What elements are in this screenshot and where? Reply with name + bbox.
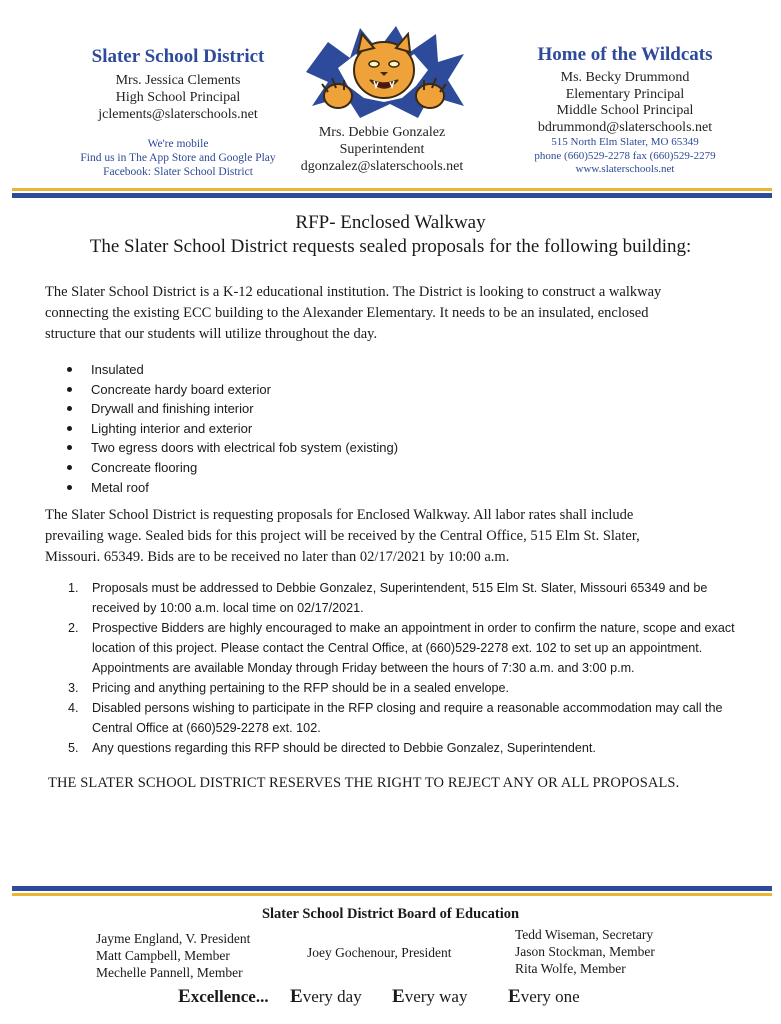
intro-line: connecting the existing ECC building to the Alexander Elementary. It needs to be an insulated, enclosed bbox=[45, 305, 649, 321]
list-item: Drywall and finishing interior bbox=[67, 399, 467, 419]
district-address: 515 North Elm Slater, MO 65349 bbox=[551, 136, 699, 148]
board-title: Slater School District Board of Education bbox=[261, 906, 520, 922]
bullet-icon bbox=[67, 445, 72, 450]
list-item: Concreate flooring bbox=[67, 458, 467, 478]
header-left-block bbox=[58, 46, 298, 179]
bullet-icon bbox=[67, 465, 72, 470]
bullet-icon bbox=[67, 367, 72, 372]
motto-every-one: Every one bbox=[508, 986, 580, 1007]
hs-principal-email: jclements@slaterschools.net bbox=[98, 107, 258, 122]
list-item: Concreate hardy board exterior bbox=[67, 380, 467, 400]
request-line: The Slater School District is requesting proposals for Enclosed Walkway. All labor rates shall include bbox=[45, 507, 634, 523]
board-member: Rita Wolfe, Member bbox=[515, 961, 626, 976]
request-line: Missouri. 65349. Bids are to be received no later than 02/17/2021 by 10:00 a.m. bbox=[45, 549, 510, 565]
request-line: prevailing wage. Sealed bids for this project will be received by the Central Office, 515 Elm St. Slater, bbox=[45, 528, 640, 544]
bullet-icon bbox=[67, 426, 72, 431]
motto-every-day: Every day bbox=[290, 986, 362, 1007]
reservation-statement: THE SLATER SCHOOL DISTRICT RESERVES THE RIGHT TO REJECT ANY OR ALL PROPOSALS. bbox=[48, 775, 680, 791]
list-item: Insulated bbox=[67, 360, 467, 380]
header-right-block bbox=[500, 44, 750, 177]
board-member: Mechelle Pannell, Member bbox=[96, 965, 243, 980]
list-item: 4. Disabled persons wishing to participate in the RFP closing and require a reasonable accommodation may call the Central Office at (660)529-2278 ext. 102. bbox=[68, 701, 723, 735]
app-store-note: Find us in The App Store and Google Play bbox=[80, 152, 276, 164]
hs-principal-name: Mrs. Jessica Clements bbox=[115, 73, 241, 88]
board-right-column bbox=[515, 926, 735, 977]
superintendent-name: Mrs. Debbie Gonzalez bbox=[318, 125, 446, 140]
home-of-wildcats: Home of the Wildcats bbox=[537, 44, 713, 65]
list-item: 5. Any questions regarding this RFP should be directed to Debbie Gonzalez, Superintendent. bbox=[68, 741, 596, 755]
intro-paragraph bbox=[45, 282, 745, 345]
header-divider bbox=[12, 188, 772, 198]
mobile-note: We're mobile bbox=[147, 138, 209, 150]
elem-principal-name: Ms. Becky Drummond bbox=[560, 70, 690, 85]
motto-excellence: Excellence... bbox=[178, 986, 269, 1007]
list-item: 1. Proposals must be addressed to Debbie Gonzalez, Superintendent, 515 Elm St. Slater, Missouri 65349 and be received by 10:00 a.m. local time on 02/17/2021. bbox=[68, 581, 708, 615]
board-member: Jayme England, V. President bbox=[96, 931, 251, 946]
district-website: www.slaterschools.net bbox=[575, 163, 675, 175]
bullet-icon bbox=[67, 387, 72, 392]
wildcat-logo-icon bbox=[298, 24, 468, 120]
board-left-column bbox=[96, 930, 316, 981]
board-member: Jason Stockman, Member bbox=[515, 944, 655, 959]
request-paragraph bbox=[45, 505, 745, 568]
bullet-icon bbox=[67, 406, 72, 411]
elem-principal-email: bdrummond@slaterschools.net bbox=[537, 119, 713, 135]
district-name: Slater School District bbox=[91, 46, 265, 67]
motto-every-way: Every way bbox=[392, 986, 468, 1007]
hs-principal-title: High School Principal bbox=[115, 90, 241, 105]
rfp-subtitle: The Slater School District requests sealed proposals for the following building: bbox=[89, 236, 692, 257]
elem-principal-title: Elementary Principal bbox=[565, 86, 685, 102]
conditions-list bbox=[68, 578, 748, 758]
superintendent-title: Superintendent bbox=[339, 142, 425, 157]
board-member: Tedd Wiseman, Secretary bbox=[515, 927, 654, 942]
rfp-title: RFP- Enclosed Walkway bbox=[295, 212, 486, 233]
superintendent-email: dgonzalez@slaterschools.net bbox=[300, 159, 464, 174]
list-item: 3. Pricing and anything pertaining to the RFP should be in a sealed envelope. bbox=[68, 681, 510, 695]
intro-line: The Slater School District is a K-12 educational institution. The District is looking to construct a walkway bbox=[45, 284, 662, 300]
list-item: Two egress doors with electrical fob system (existing) bbox=[67, 438, 467, 458]
list-item: Lighting interior and exterior bbox=[67, 419, 467, 439]
district-phone: phone (660)529-2278 fax (660)529-2279 bbox=[534, 149, 716, 162]
feature-list bbox=[67, 360, 467, 497]
footer-divider bbox=[12, 886, 772, 896]
facebook-note: Facebook: Slater School District bbox=[103, 166, 253, 178]
bullet-icon bbox=[67, 485, 72, 490]
intro-line: structure that our students will utilize throughout the day. bbox=[45, 326, 378, 342]
list-item: Metal roof bbox=[67, 478, 467, 498]
board-member: Matt Campbell, Member bbox=[96, 948, 230, 963]
header-middle-block bbox=[292, 124, 472, 175]
list-item: 2. Prospective Bidders are highly encouraged to make an appointment in order to confirm the nature, scope and exact location of this project. Please contact the Central Office, at (660)529-2278 ext. 102 to set up an appointment. Appointments are available Monday through Friday between the hours of 7:30 a.m. and 3:00 p.m. bbox=[68, 621, 735, 675]
board-president: Joey Gochenour, President bbox=[307, 945, 452, 960]
ms-principal-title: Middle School Principal bbox=[556, 103, 694, 118]
